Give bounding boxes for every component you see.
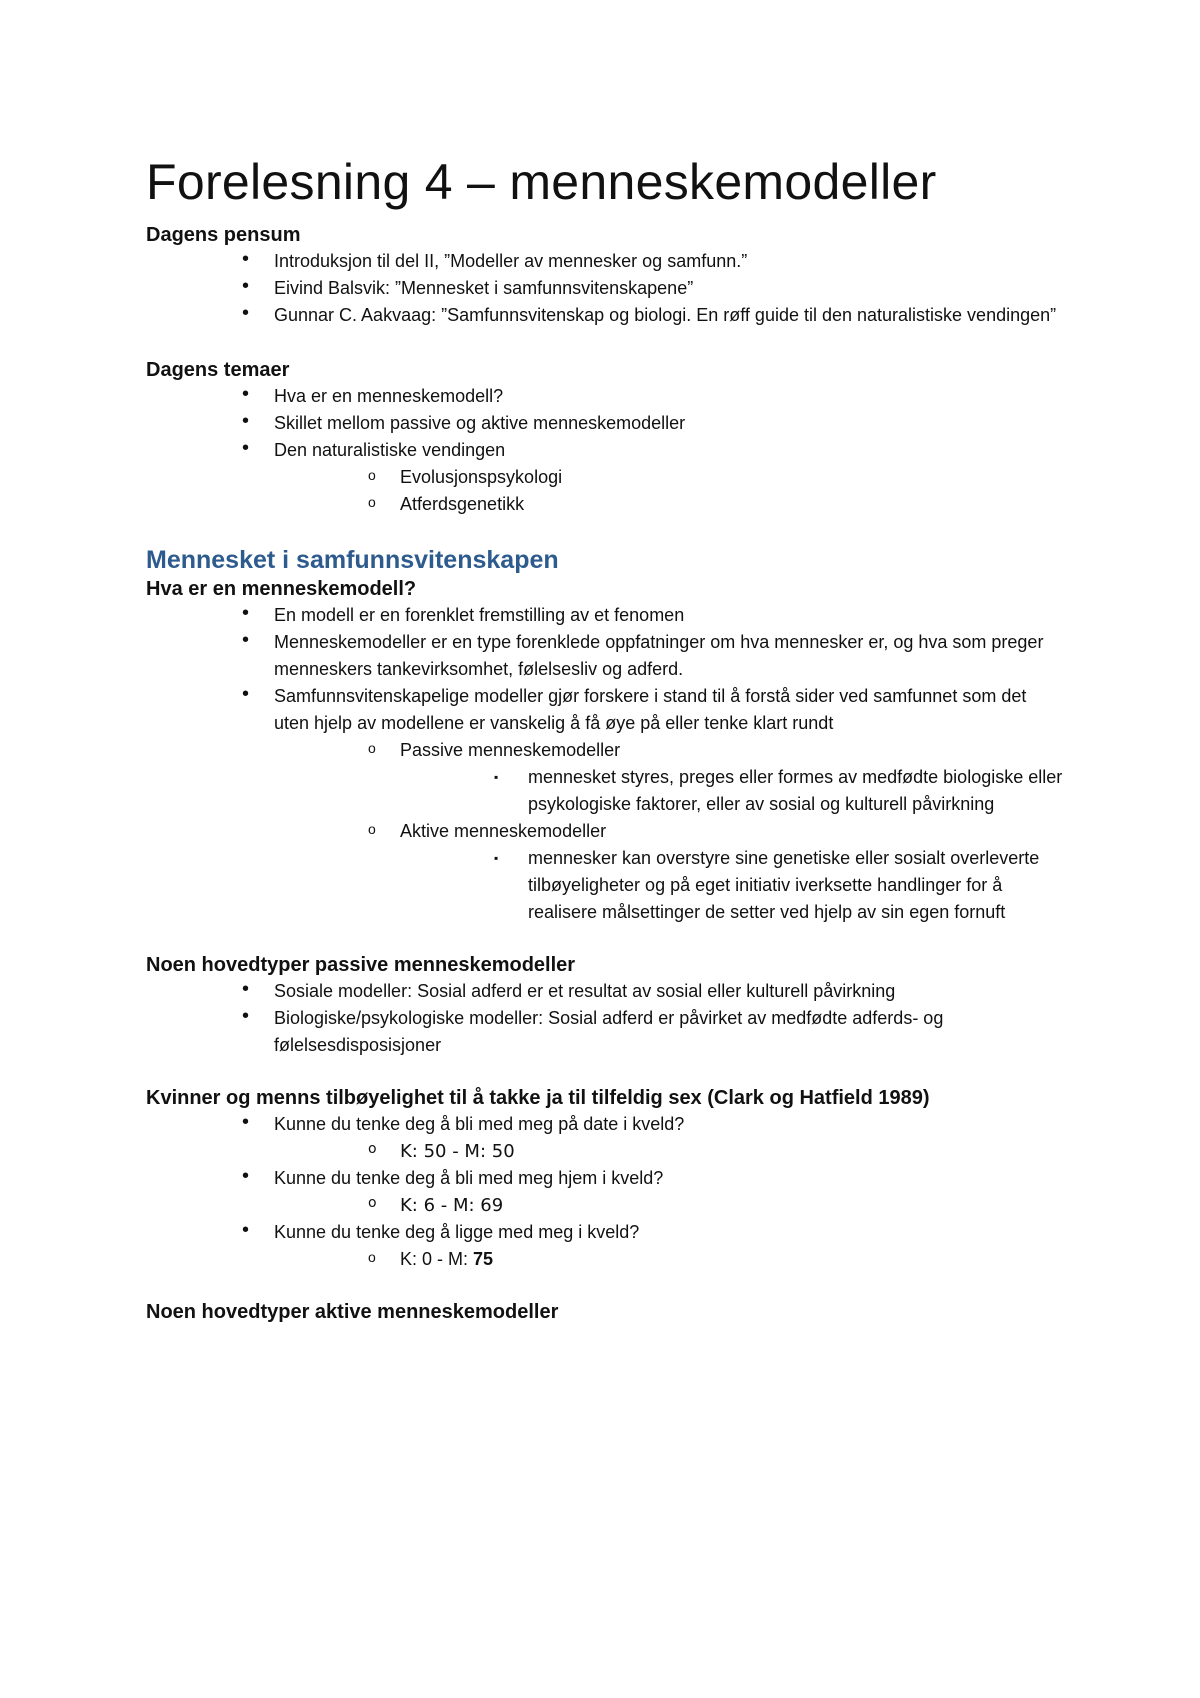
active-models-item: o Aktive menneskemodeller (146, 818, 1066, 845)
temaer-heading: Dagens temaer (146, 359, 290, 381)
list-item: • Hva er en menneskemodell? (146, 383, 1066, 410)
answer-item: o K: 50 - M: 50 (146, 1138, 1066, 1165)
answer-bold-value: 75 (473, 1249, 494, 1269)
list-item: o Evolusjonspsykologi (146, 464, 1066, 491)
list-item: • Kunne du tenke deg å bli med meg på date i kveld? (146, 1111, 1066, 1138)
list-item: • Skillet mellom passive og aktive menneskemodeller (146, 410, 1066, 437)
passive-models-desc: ▪ mennesket styres, preges eller formes av medfødte biologiske eller psykologiske faktorer, eller av sosial og kulturell påvirkning (146, 764, 1066, 818)
list-item: • Eivind Balsvik: ”Mennesket i samfunnsvitenskapene” (146, 275, 1066, 302)
list-item: • En modell er en forenklet fremstilling av et fenomen (146, 602, 1066, 629)
list-item: • Sosiale modeller: Sosial adferd er et resultat av sosial eller kulturell påvirkning (146, 978, 1066, 1005)
active-models-desc: ▪ mennesker kan overstyre sine genetiske eller sosialt overleverte tilbøyeligheter og på eget initiativ iverksette handlinger for å realisere målsettinger de setter ved hjelp av sin egen fornuft (146, 845, 1066, 926)
list-item: • Kunne du tenke deg å bli med meg hjem i kveld? (146, 1165, 1066, 1192)
list-item: • Gunnar C. Aakvaag: ”Samfunnsvitenskap og biologi. En røff guide til den naturalistiske vendingen” (146, 302, 1066, 329)
answer-item: o K: 6 - M: 69 (146, 1192, 1066, 1219)
list-item: o Atferdsgenetikk (146, 491, 1066, 518)
answer-item (146, 1246, 1066, 1273)
list-item: • Biologiske/psykologiske modeller: Sosial adferd er påvirket av medfødte adferds- og følelsesdisposisjoner (146, 1005, 1066, 1059)
section-heading: Mennesket i samfunnsvitenskapen (146, 546, 559, 574)
hva-heading: Hva er en menneskemodell? (146, 578, 417, 600)
passive-types-list (146, 978, 1066, 1059)
list-item: • Samfunnsvitenskapelige modeller gjør forskere i stand til å forstå sider ved samfunnet som det uten hjelp av modellene er vanskelig å få øye på eller tenke klart rundt (146, 683, 1066, 737)
clark-heading: Kvinner og menns tilbøyelighet til å takke ja til tilfeldig sex (Clark og Hatfield 1989) (146, 1087, 930, 1109)
list-item: • Kunne du tenke deg å ligge med meg i kveld? (146, 1219, 1066, 1246)
active-types-heading: Noen hovedtyper aktive menneskemodeller (146, 1301, 559, 1323)
temaer-list (146, 383, 1066, 464)
answer-prefix: K: 0 - M: (400, 1249, 474, 1269)
temaer-sublist (146, 464, 1066, 518)
passive-models-item: o Passive menneskemodeller (146, 737, 1066, 764)
list-item: • Den naturalistiske vendingen (146, 437, 1066, 464)
pensum-heading: Dagens pensum (146, 224, 301, 246)
pensum-list (146, 248, 1066, 329)
list-item: • Menneskemodeller er en type forenklede oppfatninger om hva mennesker er, og hva som preger menneskers tankevirksomhet, følelsesliv og adferd. (146, 629, 1066, 683)
hva-list (146, 602, 1066, 737)
page-title: Forelesning 4 – menneskemodeller (146, 154, 937, 210)
passive-types-heading: Noen hovedtyper passive menneskemodeller (146, 954, 576, 976)
list-item: • Introduksjon til del II, ”Modeller av mennesker og samfunn.” (146, 248, 1066, 275)
document-page (146, 150, 1066, 1325)
